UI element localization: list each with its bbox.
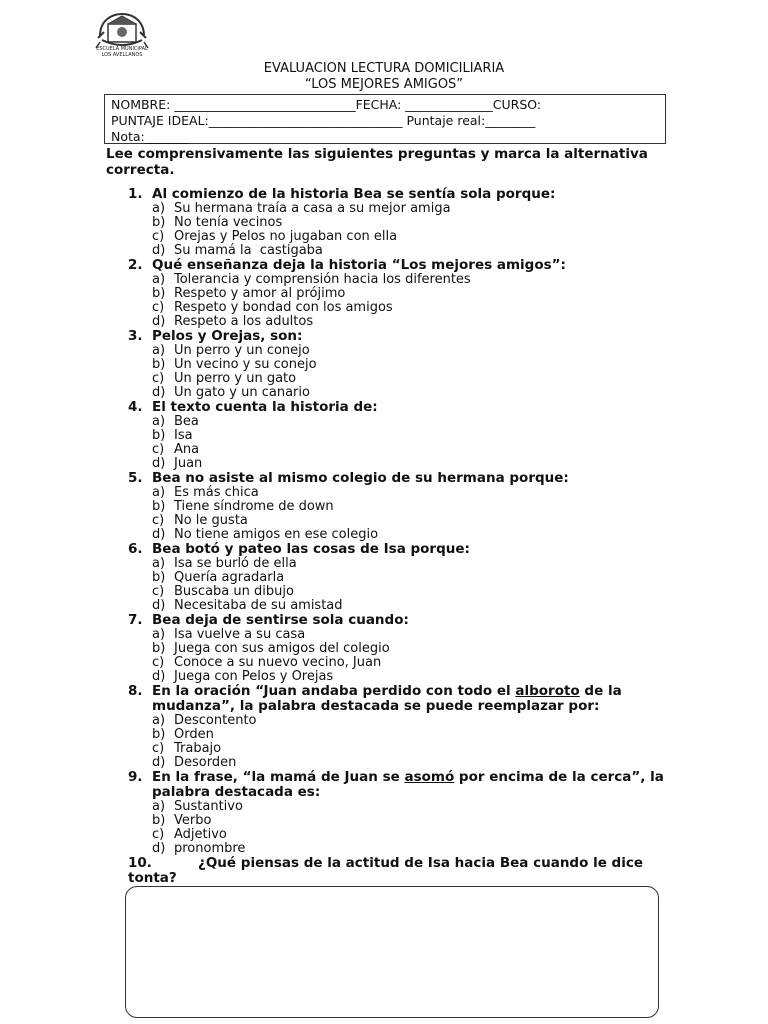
question-text-part: Pelos y Orejas, son: bbox=[152, 328, 303, 344]
logo-line: ESCUELA MUNICIPAL bbox=[96, 46, 148, 52]
option-text: Un gato y un canario bbox=[174, 385, 310, 400]
question-text-part: ¿Qué piensas de la actitud de Isa hacia Bea cuando le dice tonta? bbox=[128, 855, 643, 886]
option-letter: d) bbox=[152, 755, 166, 770]
option-letter: d) bbox=[152, 598, 166, 613]
answer-option[interactable] bbox=[128, 216, 668, 230]
answer-option[interactable] bbox=[128, 800, 668, 814]
question-6 bbox=[128, 542, 668, 613]
option-text: Desorden bbox=[174, 755, 237, 770]
answer-option[interactable] bbox=[128, 714, 668, 728]
option-letter: b) bbox=[152, 215, 166, 230]
answer-option[interactable] bbox=[128, 301, 668, 315]
question-number: 6. bbox=[128, 541, 143, 557]
question-text bbox=[128, 258, 668, 273]
instructions: Lee comprensivamente las siguientes preguntas y marca la alternativa correcta. bbox=[106, 146, 648, 178]
page-subtitle: “LOS MEJORES AMIGOS” bbox=[304, 77, 464, 92]
score-line[interactable]: PUNTAJE IDEAL:_______________________________ Puntaje real:________ bbox=[111, 113, 536, 128]
question-text bbox=[128, 684, 668, 714]
question-text-part: En la frase, “la mamá de Juan se bbox=[152, 769, 405, 785]
option-text: Quería agradarla bbox=[174, 570, 285, 585]
option-text: Adjetivo bbox=[174, 827, 227, 842]
option-text: Descontento bbox=[174, 713, 257, 728]
answer-option[interactable] bbox=[128, 415, 668, 429]
answer-option[interactable] bbox=[128, 429, 668, 443]
answer-option[interactable] bbox=[128, 628, 668, 642]
option-text: Orejas y Pelos no jugaban con ella bbox=[174, 229, 398, 244]
question-text-part: de la mudanza”, la palabra destacada se puede reemplazar por: bbox=[152, 683, 622, 714]
option-letter: b) bbox=[152, 570, 166, 585]
option-text: Trabajo bbox=[174, 741, 222, 756]
name-date-course-line[interactable]: NOMBRE: _____________________________FECHA: ______________CURSO: bbox=[111, 97, 542, 112]
answer-option[interactable] bbox=[128, 742, 668, 756]
option-letter: b) bbox=[152, 727, 166, 742]
answer-option[interactable] bbox=[128, 728, 668, 742]
answer-option[interactable] bbox=[128, 828, 668, 842]
answer-option[interactable] bbox=[128, 386, 668, 400]
answer-option[interactable] bbox=[128, 358, 668, 372]
answer-option[interactable] bbox=[128, 585, 668, 599]
answer-option[interactable] bbox=[128, 344, 668, 358]
option-text: Juan bbox=[174, 456, 203, 471]
answer-option[interactable] bbox=[128, 528, 668, 542]
option-text: Juega con Pelos y Orejas bbox=[174, 669, 334, 684]
answer-option[interactable] bbox=[128, 230, 668, 244]
answer-option[interactable] bbox=[128, 656, 668, 670]
option-text: Juega con sus amigos del colegio bbox=[174, 641, 390, 656]
option-text: Conoce a su nuevo vecino, Juan bbox=[174, 655, 382, 670]
option-letter: d) bbox=[152, 841, 166, 856]
option-letter: c) bbox=[152, 655, 165, 670]
option-letter: c) bbox=[152, 741, 165, 756]
answer-option[interactable] bbox=[128, 670, 668, 684]
option-letter: c) bbox=[152, 371, 165, 386]
option-text: Isa vuelve a su casa bbox=[174, 627, 306, 642]
question-1 bbox=[128, 187, 668, 258]
answer-option[interactable] bbox=[128, 486, 668, 500]
answer-option[interactable] bbox=[128, 756, 668, 770]
option-text: Un perro y un conejo bbox=[174, 343, 310, 358]
option-letter: d) bbox=[152, 456, 166, 471]
answer-option[interactable] bbox=[128, 814, 668, 828]
question-text-part: Bea botó y pateo las cosas de Isa porque: bbox=[152, 541, 470, 557]
answer-option[interactable] bbox=[128, 599, 668, 613]
answer-option[interactable] bbox=[128, 273, 668, 287]
question-8 bbox=[128, 684, 668, 770]
option-text: Es más chica bbox=[174, 485, 259, 500]
option-text: Sustantivo bbox=[174, 799, 243, 814]
option-text: Respeto y amor al prójimo bbox=[174, 286, 346, 301]
option-letter: a) bbox=[152, 201, 166, 216]
answer-option[interactable] bbox=[128, 571, 668, 585]
highlighted-word: alboroto bbox=[515, 683, 580, 699]
answer-option[interactable] bbox=[128, 514, 668, 528]
question-10 bbox=[128, 856, 668, 886]
option-text: Un perro y un gato bbox=[174, 371, 297, 386]
answer-option[interactable] bbox=[128, 315, 668, 329]
option-letter: b) bbox=[152, 641, 166, 656]
question-text-part: Qué enseñanza deja la historia “Los mejores amigos”: bbox=[152, 257, 566, 273]
question-number: 5. bbox=[128, 470, 143, 486]
question-text bbox=[128, 770, 668, 800]
question-7 bbox=[128, 613, 668, 684]
answer-option[interactable] bbox=[128, 457, 668, 471]
option-letter: c) bbox=[152, 442, 165, 457]
question-5 bbox=[128, 471, 668, 542]
option-text: No le gusta bbox=[174, 513, 248, 528]
question-number: 3. bbox=[128, 328, 143, 344]
option-text: Isa bbox=[174, 428, 193, 443]
option-letter: a) bbox=[152, 556, 166, 571]
answer-option[interactable] bbox=[128, 642, 668, 656]
option-text: Necesitaba de su amistad bbox=[174, 598, 343, 613]
option-text: Respeto a los adultos bbox=[174, 314, 314, 329]
option-text: Buscaba un dibujo bbox=[174, 584, 294, 599]
question-number: 4. bbox=[128, 399, 143, 415]
option-letter: a) bbox=[152, 627, 166, 642]
option-letter: d) bbox=[152, 527, 166, 542]
question-number: 9. bbox=[128, 769, 143, 785]
question-text-part: En la oración “Juan andaba perdido con todo el bbox=[152, 683, 516, 699]
option-letter: d) bbox=[152, 243, 166, 258]
option-text: No tenía vecinos bbox=[174, 215, 283, 230]
option-text: Tiene síndrome de down bbox=[174, 499, 334, 514]
answer-option[interactable] bbox=[128, 244, 668, 258]
option-letter: b) bbox=[152, 499, 166, 514]
answer-option[interactable] bbox=[128, 557, 668, 571]
option-letter: c) bbox=[152, 827, 165, 842]
option-text: Verbo bbox=[174, 813, 212, 828]
highlighted-word: asomó bbox=[404, 769, 455, 785]
option-text: pronombre bbox=[174, 841, 246, 856]
answer-option[interactable] bbox=[128, 500, 668, 514]
option-letter: c) bbox=[152, 584, 165, 599]
answer-option[interactable] bbox=[128, 372, 668, 386]
question-text bbox=[128, 400, 668, 415]
question-text bbox=[128, 613, 668, 628]
question-number: 1. bbox=[128, 186, 143, 202]
question-text-part: Al comienzo de la historia Bea se sentía sola porque: bbox=[152, 186, 556, 202]
question-text-part: El texto cuenta la historia de: bbox=[152, 399, 378, 415]
question-text bbox=[128, 329, 668, 344]
option-letter: d) bbox=[152, 669, 166, 684]
option-text: Bea bbox=[174, 414, 199, 429]
question-number: 8. bbox=[128, 683, 143, 699]
option-text: Tolerancia y comprensión hacia los diferentes bbox=[174, 272, 471, 287]
answer-box[interactable] bbox=[125, 886, 659, 1018]
question-number: 2. bbox=[128, 257, 143, 273]
option-text: Ana bbox=[174, 442, 200, 457]
school-name bbox=[84, 46, 160, 58]
option-letter: a) bbox=[152, 343, 166, 358]
option-text: Isa se burló de ella bbox=[174, 556, 297, 571]
answer-option[interactable] bbox=[128, 202, 668, 216]
answer-option[interactable] bbox=[128, 287, 668, 301]
option-letter: c) bbox=[152, 300, 165, 315]
question-number: 7. bbox=[128, 612, 143, 628]
question-2 bbox=[128, 258, 668, 329]
option-letter: a) bbox=[152, 272, 166, 287]
question-text bbox=[128, 187, 668, 202]
option-text: Un vecino y su conejo bbox=[174, 357, 317, 372]
option-letter: b) bbox=[152, 428, 166, 443]
option-text: Su hermana traía a casa a su mejor amiga bbox=[174, 201, 451, 216]
option-letter: b) bbox=[152, 813, 166, 828]
option-letter: c) bbox=[152, 229, 165, 244]
question-text bbox=[128, 471, 668, 486]
question-number: 10. bbox=[128, 855, 152, 871]
page-title: EVALUACION LECTURA DOMICILIARIA bbox=[263, 61, 505, 76]
question-list bbox=[128, 187, 668, 886]
question-9 bbox=[128, 770, 668, 856]
question-4 bbox=[128, 400, 668, 471]
option-letter: d) bbox=[152, 314, 166, 329]
answer-option[interactable] bbox=[128, 842, 668, 856]
option-letter: a) bbox=[152, 485, 166, 500]
student-info-box bbox=[104, 94, 666, 144]
option-letter: a) bbox=[152, 414, 166, 429]
question-text-part: Bea deja de sentirse sola cuando: bbox=[152, 612, 409, 628]
option-text: No tiene amigos en ese colegio bbox=[174, 527, 379, 542]
option-letter: d) bbox=[152, 385, 166, 400]
question-text bbox=[128, 542, 668, 557]
question-text-part: Bea no asiste al mismo colegio de su hermana porque: bbox=[152, 470, 569, 486]
option-letter: a) bbox=[152, 713, 166, 728]
answer-option[interactable] bbox=[128, 443, 668, 457]
question-text-part: por encima de la cerca”, la palabra destacada es: bbox=[152, 769, 664, 800]
logo-line: LOS AVELLANOS bbox=[101, 52, 143, 58]
option-text: Su mamá la castigaba bbox=[174, 243, 323, 258]
option-text: Respeto y bondad con los amigos bbox=[174, 300, 393, 315]
option-letter: a) bbox=[152, 799, 166, 814]
option-letter: b) bbox=[152, 357, 166, 372]
question-3 bbox=[128, 329, 668, 400]
option-letter: b) bbox=[152, 286, 166, 301]
question-text bbox=[128, 856, 668, 886]
option-text: Orden bbox=[174, 727, 214, 742]
option-letter: c) bbox=[152, 513, 165, 528]
grade-line[interactable]: Nota:_______ bbox=[111, 129, 189, 144]
